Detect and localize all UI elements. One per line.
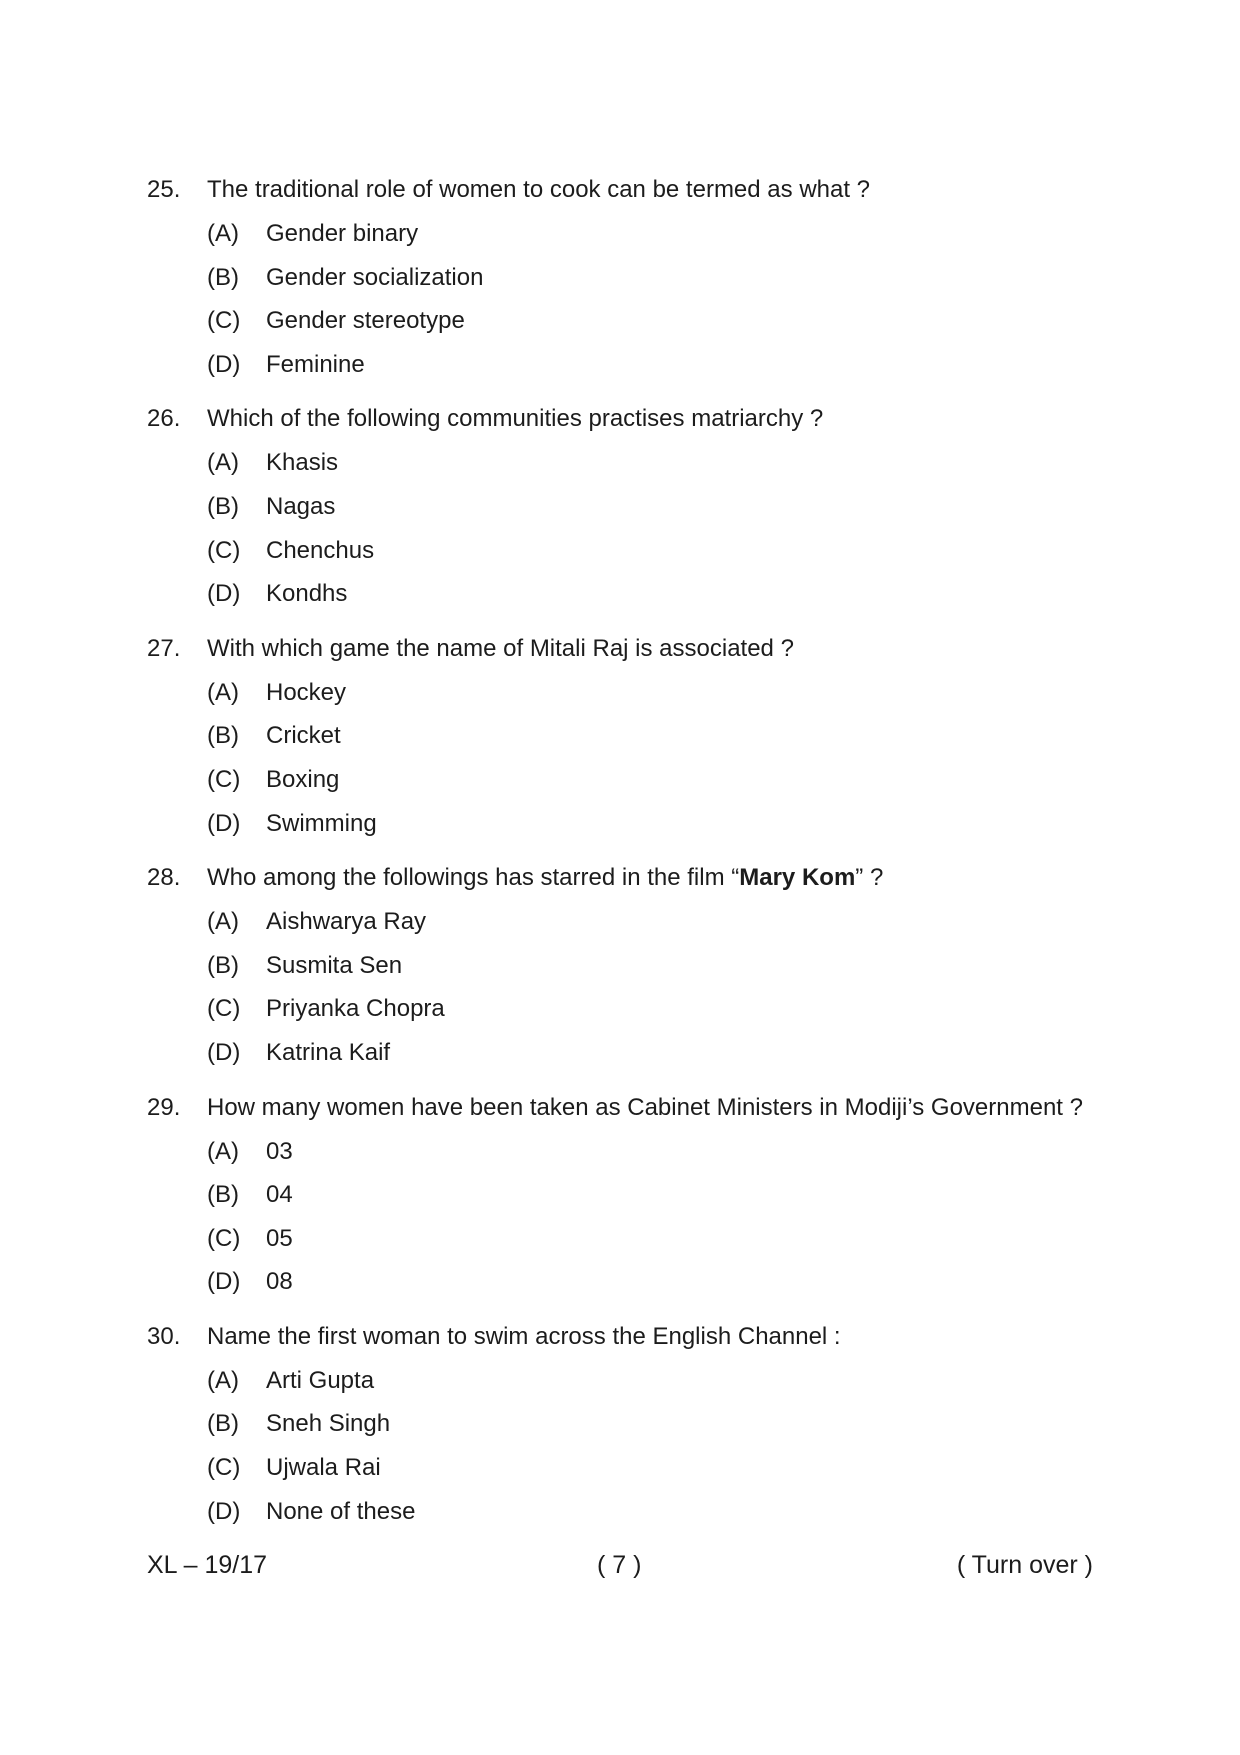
question-stem xyxy=(147,397,1127,441)
option-label: (A) xyxy=(207,220,239,247)
option-d xyxy=(207,802,1127,846)
option-text: Chenchus xyxy=(266,536,375,564)
question-text: Name the first woman to swim across the English Channel : xyxy=(207,1322,841,1350)
option-text: Nagas xyxy=(266,492,336,520)
question-stem xyxy=(147,168,1127,212)
option-b xyxy=(207,944,1127,988)
question-text: How many women have been taken as Cabinet Ministers in Modiji’s Government ? xyxy=(207,1093,1083,1121)
option-label: (A) xyxy=(207,449,239,477)
option-d xyxy=(207,1031,1127,1075)
option-a xyxy=(207,212,1127,256)
question-28 xyxy=(147,856,1127,1074)
option-c xyxy=(207,529,1127,573)
question-number: 28. xyxy=(147,864,181,892)
option-text: Swimming xyxy=(266,809,377,837)
option-label: (B) xyxy=(207,263,239,291)
option-list xyxy=(207,212,1127,386)
option-label: (A) xyxy=(207,1137,239,1165)
option-text: Ujwala Rai xyxy=(266,1454,381,1482)
option-list xyxy=(207,671,1127,845)
option-text: Sneh Singh xyxy=(266,1410,391,1438)
question-stem xyxy=(147,627,1127,671)
option-a xyxy=(207,1359,1127,1403)
question-number: 29. xyxy=(147,1093,181,1121)
option-label: (B) xyxy=(207,1410,239,1438)
option-text: 03 xyxy=(266,1137,293,1165)
option-label: (D) xyxy=(207,350,241,378)
option-label: (C) xyxy=(207,995,241,1023)
option-label: (A) xyxy=(207,678,239,706)
option-d xyxy=(207,1260,1127,1304)
option-text: Priyanka Chopra xyxy=(266,995,445,1023)
option-text: 04 xyxy=(266,1181,293,1209)
option-text: Aishwarya Ray xyxy=(266,908,427,936)
question-25 xyxy=(147,168,1127,386)
option-b xyxy=(207,256,1127,300)
option-list xyxy=(207,1130,1127,1304)
option-text: Feminine xyxy=(266,350,365,378)
option-c xyxy=(207,299,1127,343)
option-text: Hockey xyxy=(266,678,347,706)
question-stem xyxy=(147,1086,1127,1130)
option-c xyxy=(207,1446,1127,1490)
option-c xyxy=(207,758,1127,802)
option-label: (C) xyxy=(207,1454,241,1482)
question-stem xyxy=(147,1315,1127,1359)
option-label: (B) xyxy=(207,1181,239,1209)
option-text: Gender binary xyxy=(266,220,419,247)
option-a xyxy=(207,1130,1127,1174)
option-label: (C) xyxy=(207,1224,241,1252)
question-text: Which of the following communities practises matriarchy ? xyxy=(207,405,824,433)
option-a xyxy=(207,441,1127,485)
question-number: 26. xyxy=(147,405,181,433)
question-text: The traditional role of women to cook can be termed as what ? xyxy=(207,176,871,203)
option-list xyxy=(207,900,1127,1074)
option-d xyxy=(207,1490,1127,1534)
option-text: Gender socialization xyxy=(266,263,484,291)
option-b xyxy=(207,1173,1127,1217)
option-text: Boxing xyxy=(266,765,340,793)
question-text: With which game the name of Mitali Raj is associated ? xyxy=(207,634,794,662)
option-text: Khasis xyxy=(266,449,339,477)
option-list xyxy=(207,441,1127,615)
option-label: (A) xyxy=(207,908,239,936)
option-label: (C) xyxy=(207,536,241,564)
page-footer xyxy=(147,1545,1093,1585)
question-29 xyxy=(147,1086,1127,1304)
option-text: 08 xyxy=(266,1268,293,1296)
option-text: Cricket xyxy=(266,722,341,750)
paper-code: XL – 19/17 xyxy=(147,1551,268,1579)
option-b xyxy=(207,714,1127,758)
option-c xyxy=(207,987,1127,1031)
question-number: 30. xyxy=(147,1322,181,1350)
option-label: (B) xyxy=(207,722,239,750)
option-label: (D) xyxy=(207,1268,241,1296)
option-d xyxy=(207,572,1127,616)
option-text: 05 xyxy=(266,1224,293,1252)
option-text: Gender stereotype xyxy=(266,307,465,335)
option-c xyxy=(207,1217,1127,1261)
page-number: ( 7 ) xyxy=(597,1551,642,1579)
question-stem xyxy=(147,856,1127,900)
question-text xyxy=(207,856,1127,900)
option-text: Kondhs xyxy=(266,580,348,608)
option-label: (C) xyxy=(207,765,241,793)
turn-over-note: ( Turn over ) xyxy=(956,1551,1093,1579)
option-label: (D) xyxy=(207,809,241,837)
film-title: Mary Kom xyxy=(739,864,856,892)
question-number: 27. xyxy=(147,634,181,662)
question-text-after: ” ? xyxy=(855,864,884,892)
option-text: None of these xyxy=(266,1497,416,1525)
question-text-before: Who among the followings has starred in the film “ xyxy=(207,864,740,892)
option-text: Arti Gupta xyxy=(266,1366,375,1394)
option-label: (B) xyxy=(207,492,239,520)
option-d xyxy=(207,343,1127,387)
option-text: Katrina Kaif xyxy=(266,1038,391,1066)
option-label: (A) xyxy=(207,1366,239,1394)
question-27 xyxy=(147,627,1127,845)
option-label: (D) xyxy=(207,1038,241,1066)
option-label: (D) xyxy=(207,580,241,608)
option-label: (C) xyxy=(207,307,241,335)
question-number: 25. xyxy=(147,176,181,203)
option-a xyxy=(207,900,1127,944)
question-30 xyxy=(147,1315,1127,1533)
option-a xyxy=(207,671,1127,715)
option-list xyxy=(207,1359,1127,1533)
option-b xyxy=(207,1402,1127,1446)
option-text: Susmita Sen xyxy=(266,951,403,979)
question-26 xyxy=(147,397,1127,615)
option-label: (B) xyxy=(207,951,239,979)
question-list xyxy=(147,168,1127,1544)
option-b xyxy=(207,485,1127,529)
option-label: (D) xyxy=(207,1497,241,1525)
